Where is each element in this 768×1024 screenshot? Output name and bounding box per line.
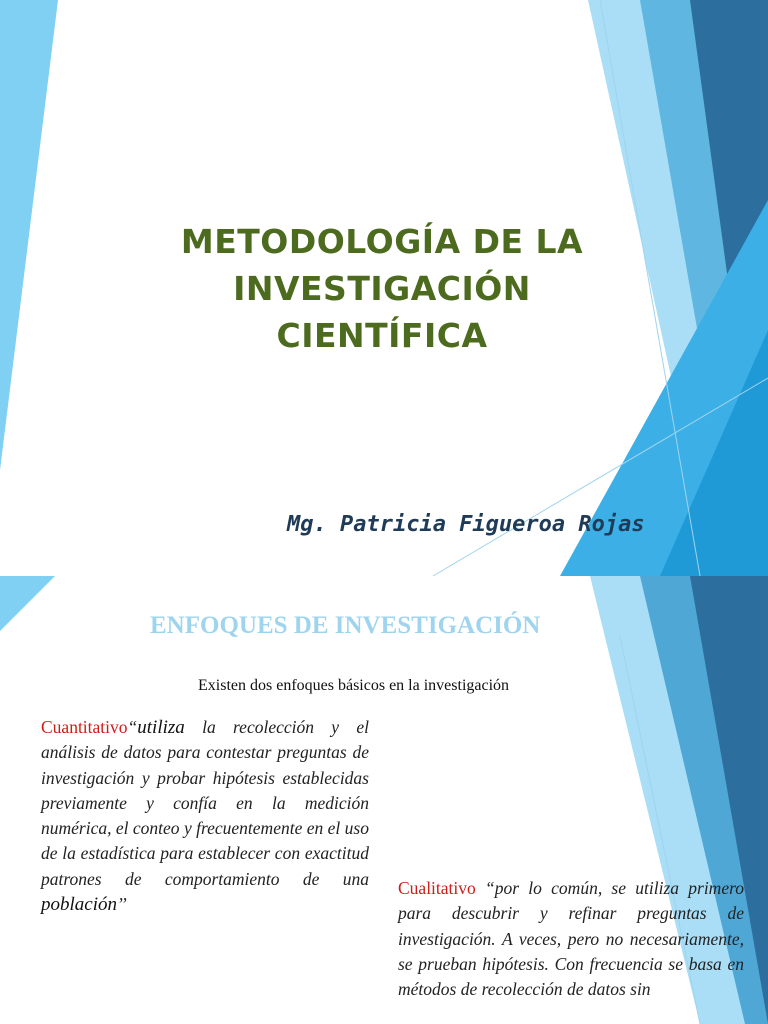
- quantitative-body: la recolección y el análisis de datos para contestar preguntas de investigación y probar hipótesis establecidas previamente y confía en la medición numérica, el conteo y frecuentemente en el uso de la estadística para establecer con exactitud patrones de comportamiento de una: [41, 717, 369, 889]
- quantitative-close-quote: ’’: [117, 894, 127, 915]
- quantitative-term: Cuantitativo: [41, 717, 128, 737]
- slide-heading: ENFOQUES DE INVESTIGACIÓN: [150, 612, 541, 639]
- research-approaches-slide: [0, 576, 768, 1024]
- title-line-1: METODOLOGÍA DE LA: [180, 222, 584, 261]
- top-left-blue-wedge: [0, 576, 55, 631]
- qualitative-body: “por lo común, se utiliza primero para descubrir y refinar preguntas de investigación. A veces, pero no necesariamente, se prueban hipótesis. Con frecuencia se basa en métodos de recolección de datos sin: [398, 878, 744, 1000]
- intro-sentence: Existen dos enfoques básicos en la investigación: [198, 677, 510, 694]
- qualitative-term: Cualitativo: [398, 878, 476, 898]
- author-name: Mg. Patricia Figueroa Rojas: [287, 512, 645, 537]
- title-line-3: CIENTÍFICA: [276, 316, 488, 355]
- presentation-title: [120, 218, 644, 359]
- quantitative-lead: utiliza: [137, 717, 185, 738]
- title-line-2: INVESTIGACIÓN: [233, 269, 531, 308]
- quantitative-tail: población: [41, 894, 117, 916]
- left-light-blue-wedge: [0, 0, 58, 470]
- qualitative-definition: [398, 876, 744, 1002]
- quantitative-definition: [41, 715, 369, 917]
- quantitative-open-quote: “: [127, 717, 138, 737]
